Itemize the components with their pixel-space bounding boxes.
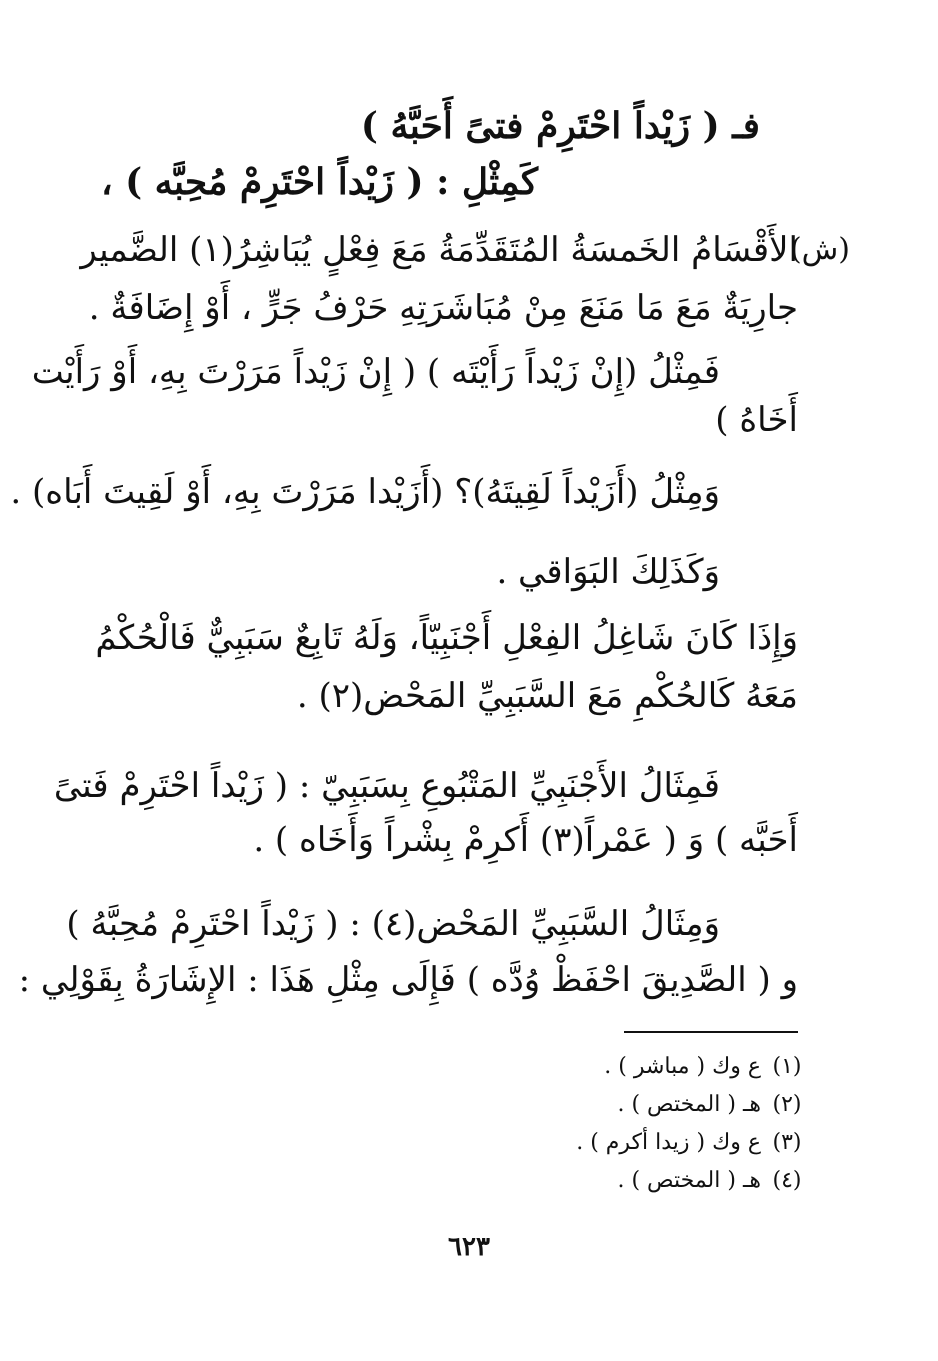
footnote-2-text: هـ ( المختص ) . [617,1092,761,1117]
footnote-4-number: (٤) [772,1168,802,1193]
paragraph-7-line-1: وَمِثَالُ السَّبَبِيِّ المَحْض(٤) : ( زَيْداً احْتَرِمْ مُحِبَّهُ ) [66,904,720,944]
footnote-1 [604,1052,806,1082]
footnote-4-text: هـ ( المختص ) . [617,1168,761,1193]
verse-line-1: فـ ( زَيْداً احْتَرِمْ فتىً أَحَبَّهُ ) [360,105,760,147]
verse-line-2: كَمِثْلِ : ( زَيْداً احْتَرِمْ مُحِبَّه ) ، [100,161,538,203]
paragraph-1-line-1: الأَقْسَامُ الخَمسَةُ المُتَقَدِّمَةُ مَعَ فِعْلٍ يُبَاشِرُ(١) الضَّمير [80,230,798,270]
paragraph-6-line-1: فَمِثَالُ الأَجْنَبِيِّ المَتْبُوعِ بِسَبَبِيّ : ( زَيْداً احْتَرِمْ فَتىً [53,766,720,806]
page-number: ٦٢٣ [448,1232,490,1262]
paragraph-6-line-2: أَحَبَّه ) وَ ( عَمْراً(٣) أَكرِمْ بِشْراً وَأَخَاه ) . [253,820,798,860]
footnote-4 [617,1166,806,1196]
footnote-2-number: (٢) [772,1092,802,1117]
sharh-marker: (ش) [789,232,850,267]
paragraph-2-line-2: أَخَاهُ ) [715,400,798,440]
footnote-3-number: (٣) [772,1130,802,1155]
paragraph-7-line-2: و ( الصَّدِيقَ احْفَظْ وُدَّه ) فَإِلَى مِثْلِ هَذَا : الإِشَارَةُ بِقَوْلِي : [18,960,798,1000]
paragraph-5-line-2: مَعَهُ كَالحُكْمِ مَعَ السَّبَبِيِّ المَحْض(٢) . [296,676,798,716]
paragraph-5-line-1: وَإِذَا كَانَ شَاغِلُ الفِعْلِ أَجْنَبِيّاً، وَلَهُ تَابِعٌ سَبَبِيٌّ فَالْحُكْمُ [95,618,798,658]
paragraph-4-line-1: وَكَذَلِكَ البَوَاقي . [496,552,720,592]
paragraph-3-line-1: وَمِثْلُ (أَزَيْداً لَقِيتَهُ)؟ (أَزَيْدا مَرَرْتَ بِهِ، أَوْ لَقِيتَ أَبَاه) . [10,472,720,512]
footnote-3 [576,1128,806,1158]
footnote-1-text: ع وك ( مباشر ) . [604,1054,761,1079]
footnote-separator [624,1031,798,1033]
footnote-1-number: (١) [772,1054,802,1079]
paragraph-2-line-1: فَمِثْلُ (إِنْ زَيْداً رَأَيْتَه ) ( إِنْ زَيْداً مَرَرْتَ بِهِ، أَوْ رَأَيْت [31,352,720,392]
footnote-3-text: ع وك ( زيدا أكرم ) . [576,1130,761,1155]
paragraph-1-line-2: جارِيَةٌ مَعَ مَا مَنَعَ مِنْ مُبَاشَرَتِهِ حَرْفُ جَرٍّ ، أَوْ إِضَافَةٌ . [88,288,798,328]
footnote-2 [617,1090,806,1120]
